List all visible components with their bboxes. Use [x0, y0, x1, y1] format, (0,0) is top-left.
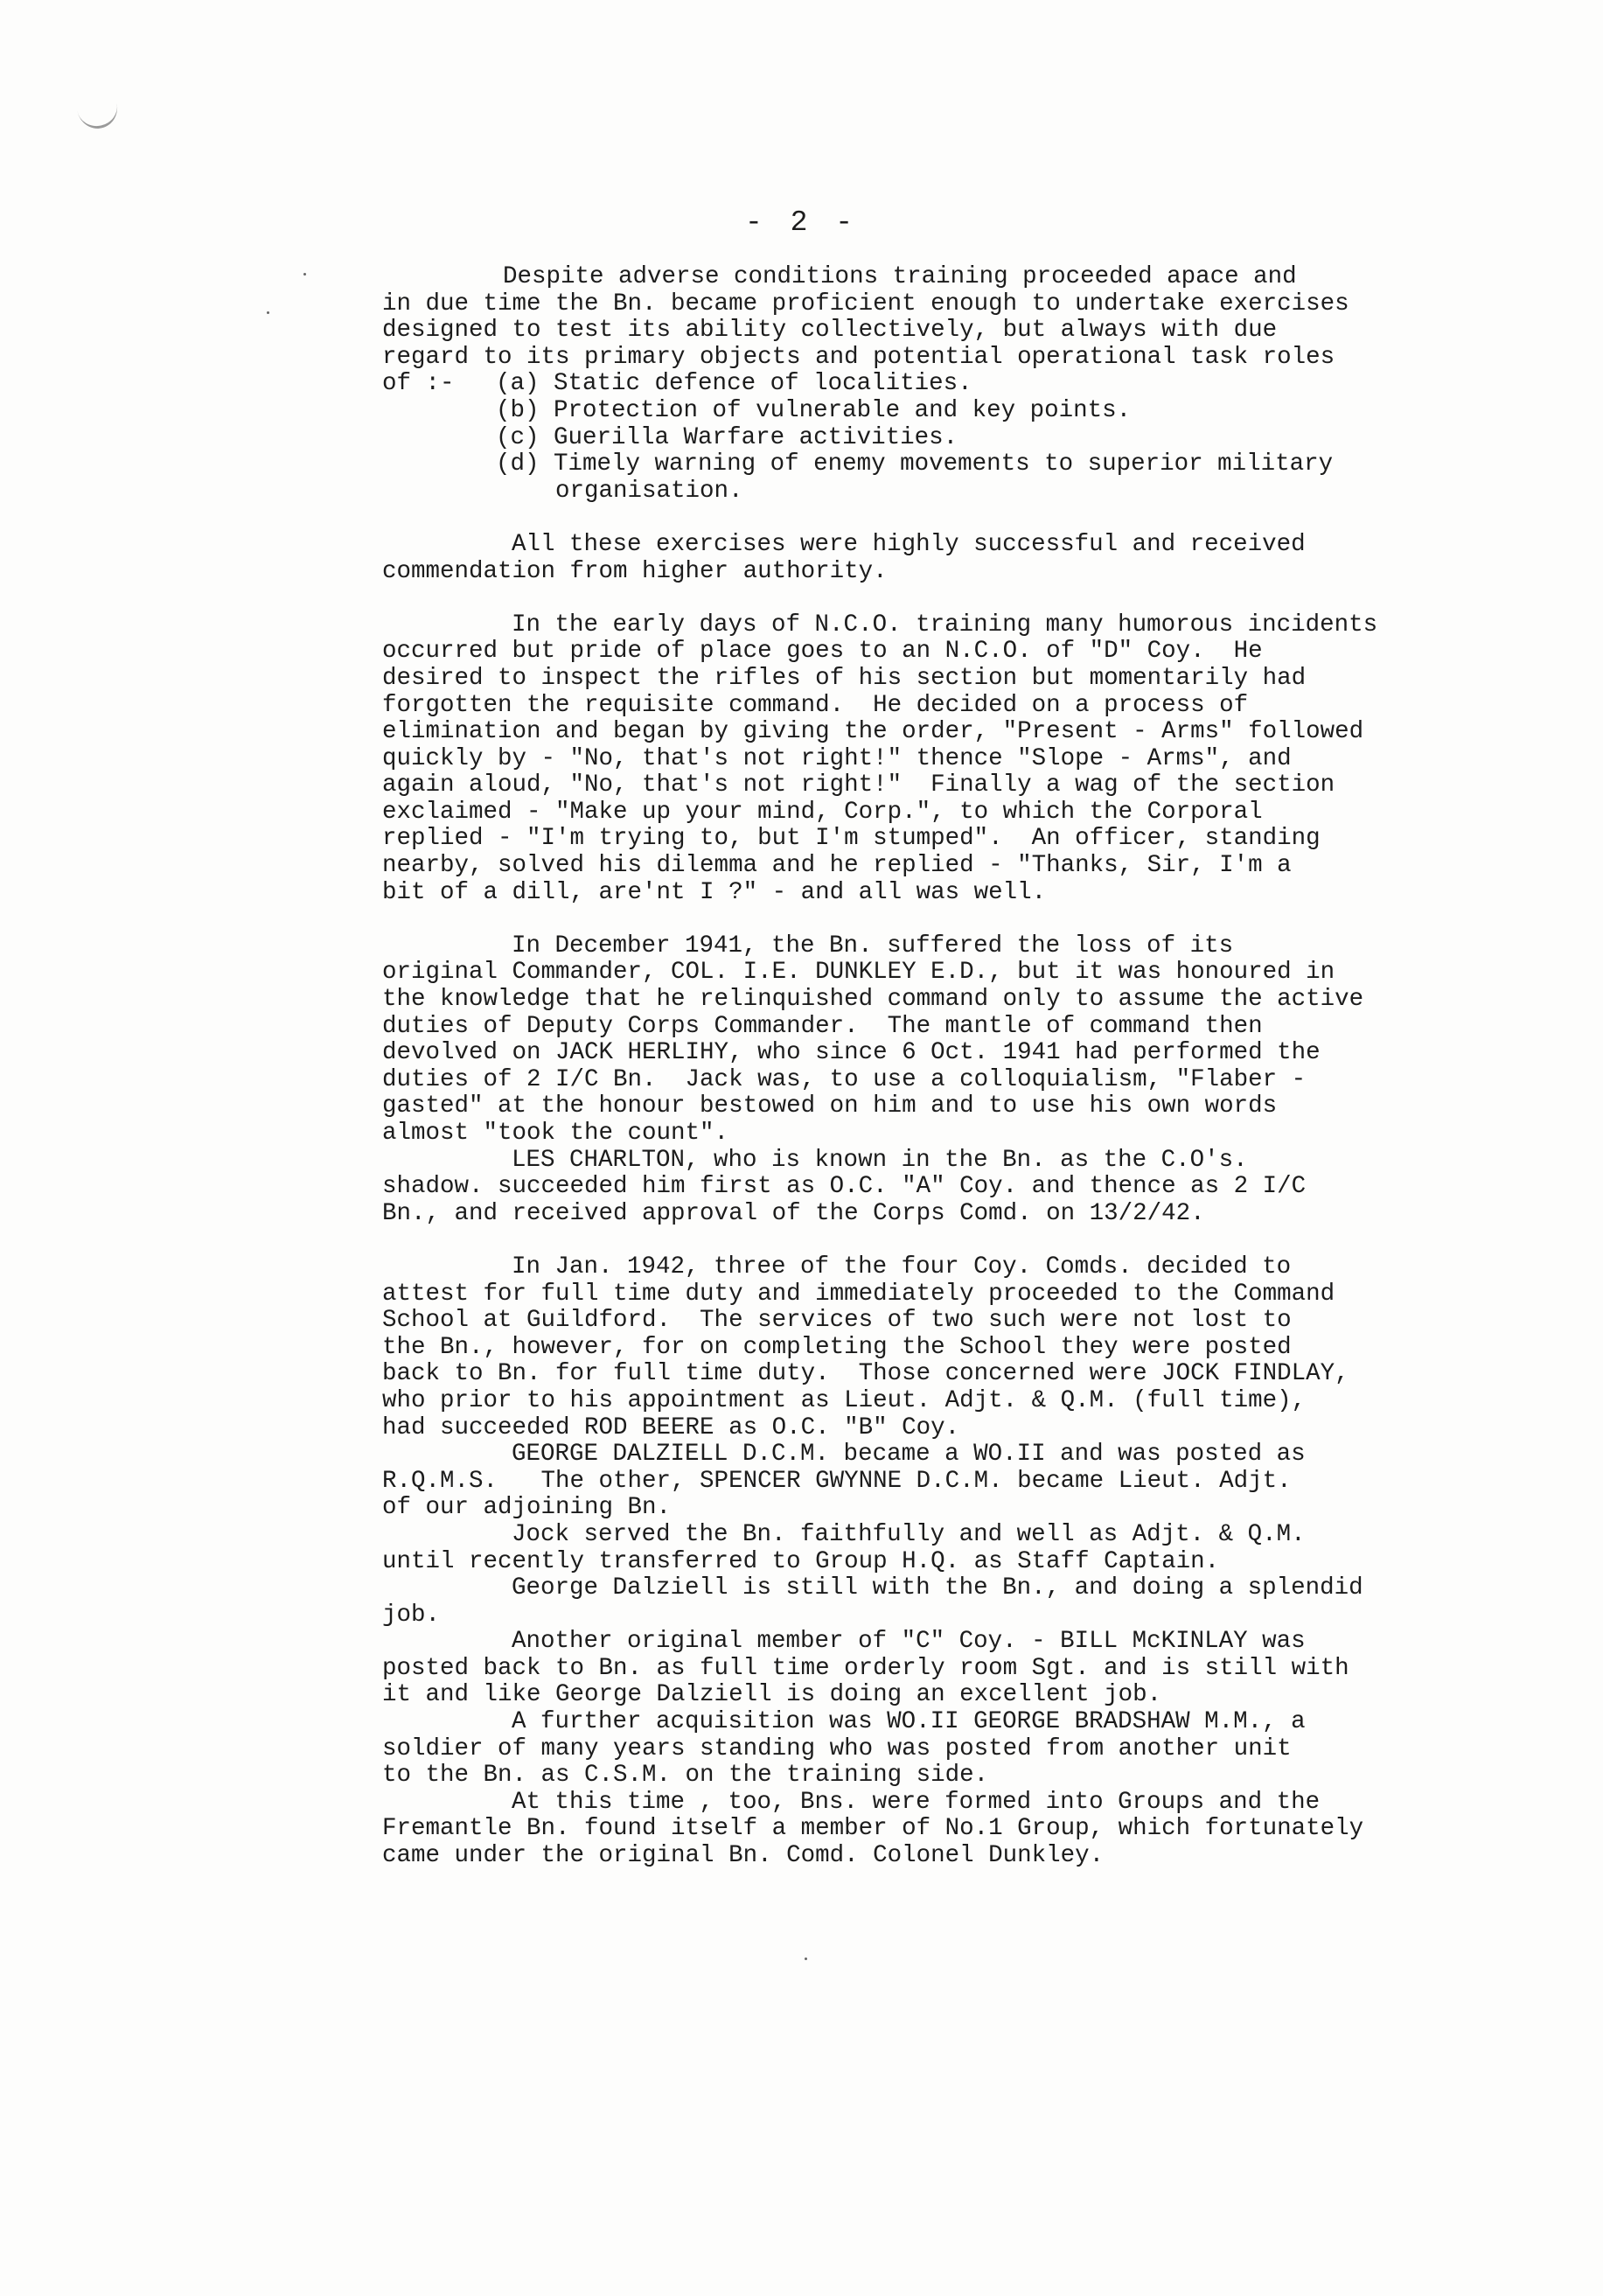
text-line: duties of 2 I/C Bn. Jack was, to use a colloquialism, "Flaber -: [382, 1065, 1307, 1093]
text-line: regard to its primary objects and potential operational task roles: [382, 343, 1335, 371]
paragraph-dalziell: [382, 1441, 1554, 1522]
text-line: In the early days of N.C.O. training many humorous incidents: [512, 611, 1378, 639]
list-marker: (a): [496, 370, 540, 398]
text-line: replied - "I'm trying to, but I'm stumped". An officer, standing: [382, 825, 1321, 853]
text-line: Jock served the Bn. faithfully and well as Adjt. & Q.M.: [512, 1520, 1306, 1548]
text-line: LES CHARLTON, who is known in the Bn. as the C.O's.: [512, 1146, 1248, 1174]
paragraph-mckinlay: [382, 1629, 1554, 1709]
text-line: All these exercises were highly successful and received: [512, 530, 1306, 558]
text-line: in due time the Bn. became proficient enough to undertake exercises: [382, 290, 1349, 318]
text-line: the Bn., however, for on completing the School they were posted: [382, 1333, 1292, 1361]
text-line: devolved on JACK HERLIHY, who since 6 Oct. 1941 had performed the: [382, 1039, 1321, 1067]
text-line: back to Bn. for full time duty. Those concerned were JOCK FINDLAY,: [382, 1360, 1349, 1388]
document-body: [382, 264, 1554, 1870]
paper-speck: [805, 1958, 807, 1960]
text-line: again aloud, "No, that's not right!" Finally a wag of the section: [382, 771, 1335, 799]
paragraph-bradshaw: [382, 1709, 1554, 1790]
paragraph-december-1941: [382, 933, 1554, 1148]
text-line: Bn., and received approval of the Corps Comd. on 13/2/42.: [382, 1199, 1205, 1227]
text-line: nearby, solved his dilemma and he replied - "Thanks, Sir, I'm a: [382, 852, 1292, 880]
list-marker: (b): [496, 396, 540, 424]
list-item-continuation: organisation.: [555, 477, 743, 505]
text-line: In December 1941, the Bn. suffered the loss of its: [512, 932, 1234, 960]
list-item: [382, 371, 1554, 398]
text-line: attest for full time duty and immediately proceeded to the Command: [382, 1280, 1335, 1308]
list-item-text: Guerilla Warfare activities.: [554, 423, 958, 451]
list-item-text: Timely warning of enemy movements to superior military: [554, 450, 1334, 478]
paragraph-charlton: [382, 1148, 1554, 1228]
text-line: posted back to Bn. as full time orderly room Sgt. and is still with: [382, 1654, 1349, 1682]
text-line: GEORGE DALZIELL D.C.M. became a WO.II and was posted as: [512, 1441, 1306, 1469]
text-line: desired to inspect the rifles of his section but momentarily had: [382, 664, 1307, 692]
list-item-text: Static defence of localities.: [554, 370, 972, 398]
list-item: [382, 451, 1554, 478]
text-line: Despite adverse conditions training proceeded apace and: [503, 263, 1297, 290]
page-number: - 2 -: [744, 206, 859, 239]
text-line: gasted" at the honour bestowed on him and to use his own words: [382, 1092, 1278, 1120]
text-line: original Commander, COL. I.E. DUNKLEY E.D., but it was honoured in: [382, 959, 1335, 987]
paragraph-nco-anecdote: [382, 612, 1554, 907]
text-line: who prior to his appointment as Lieut. Adjt. & Q.M. (full time),: [382, 1386, 1307, 1414]
text-line: until recently transferred to Group H.Q. as Staff Captain.: [382, 1547, 1220, 1575]
text-line: to the Bn. as C.S.M. on the training side.: [382, 1762, 989, 1790]
paper-speck: [303, 273, 306, 276]
text-line: duties of Deputy Corps Commander. The mantle of command then: [382, 1012, 1263, 1040]
text-line: soldier of many years standing who was posted from another unit: [382, 1734, 1292, 1762]
text-line: designed to test its ability collectively, but always with due: [382, 317, 1278, 345]
text-line: exclaimed - "Make up your mind, Corp.", to which the Corporal: [382, 798, 1263, 826]
text-line: School at Guildford. The services of two such were not lost to: [382, 1307, 1292, 1335]
text-line: of our adjoining Bn.: [382, 1494, 672, 1522]
text-line: George Dalziell is still with the Bn., and doing a splendid: [512, 1574, 1363, 1602]
list-marker: (d): [496, 450, 540, 478]
text-line: job.: [382, 1601, 441, 1629]
text-line: bit of a dill, are'nt I ?" - and all was well.: [382, 878, 1047, 906]
text-line: commendation from higher authority.: [382, 557, 888, 585]
text-line: it and like George Dalziell is doing an excellent job.: [382, 1681, 1162, 1709]
punch-hole-mark: [73, 82, 121, 132]
text-line: came under the original Bn. Comd. Colonel Dunkley.: [382, 1842, 1105, 1870]
text-line: the knowledge that he relinquished command only to assume the active: [382, 986, 1364, 1014]
text-line: Fremantle Bn. found itself a member of No.1 Group, which fortunately: [382, 1815, 1364, 1843]
paragraph-groups: [382, 1790, 1554, 1870]
text-line: quickly by - "No, that's not right!" thence "Slope - Arms", and: [382, 744, 1292, 772]
text-line: of :-: [382, 370, 455, 398]
text-line: had succeeded ROD BEERE as O.C. "B" Coy.: [382, 1413, 960, 1441]
list-item: [382, 398, 1554, 425]
text-line: Another original member of "C" Coy. - BILL McKINLAY was: [512, 1628, 1306, 1656]
paragraph-jock: [382, 1522, 1554, 1575]
text-line: A further acquisition was WO.II GEORGE BRADSHAW M.M., a: [512, 1708, 1306, 1736]
text-line: elimination and began by giving the order, "Present - Arms" followed: [382, 718, 1364, 746]
text-line: occurred but pride of place goes to an N.C.O. of "D" Coy. He: [382, 638, 1263, 666]
text-line: almost "took the count".: [382, 1120, 729, 1147]
paragraph-george: [382, 1575, 1554, 1629]
text-line: R.Q.M.S. The other, SPENCER GWYNNE D.C.M. became Lieut. Adjt.: [382, 1467, 1292, 1495]
text-line: forgotten the requisite command. He decided on a process of: [382, 691, 1249, 719]
text-line: In Jan. 1942, three of the four Coy. Comds. decided to: [512, 1253, 1292, 1281]
text-line: At this time , too, Bns. were formed into Groups and the: [512, 1788, 1321, 1816]
list-item: [382, 425, 1554, 452]
text-line: shadow. succeeded him first as O.C. "A" Coy. and thence as 2 I/C: [382, 1173, 1307, 1201]
roles-list: [382, 371, 1554, 505]
paper-speck: [267, 311, 269, 314]
list-marker: (c): [496, 423, 540, 451]
list-item-text: Protection of vulnerable and key points.: [554, 396, 1132, 424]
paragraph-january-1942: [382, 1254, 1554, 1441]
paragraph-exercises: [382, 532, 1554, 585]
